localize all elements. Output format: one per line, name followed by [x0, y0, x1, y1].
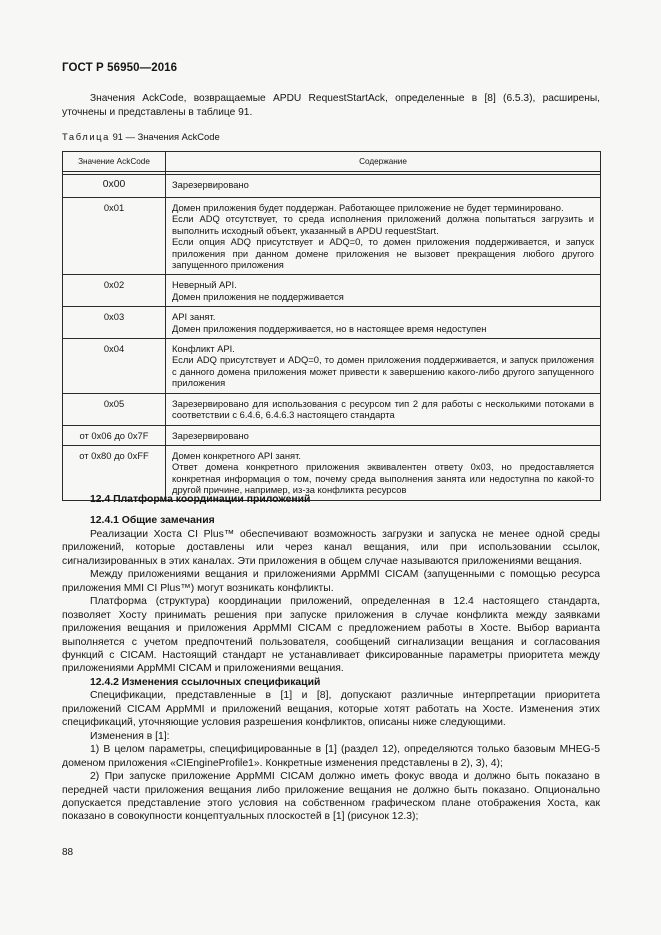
table-row [63, 425, 601, 445]
content-line: Конфликт API. [172, 343, 235, 355]
table-cell-content [166, 425, 601, 445]
content-line: Ответ домена конкретного приложения эквивалентен ответу 0x03, но предоставляется конкретная информация о том, почему среда выполнения занята или недоступна по какой-то другой причине, например, из-за конфликта ресурсов [172, 461, 594, 496]
paragraph: Между приложениями вещания и приложениями AppMMI CICAM (запущенными с помощью ресурса приложения MMI CI Plus™) могут возникать конфликты. [62, 569, 600, 594]
table-caption-rest: 91 — Значения AckCode [112, 131, 220, 142]
table-cell-code: 0x05 [63, 393, 166, 425]
paragraph: Изменения в [1]: [90, 730, 170, 742]
table-cell-content [166, 393, 601, 425]
paragraph: 2) При запуске приложение AppMMI CICAM должно иметь фокус ввода и должно быть показано в передней части приложения вещания либо приложение вещания не должно быть показано. Опционально допускается представление этого условия на собственном графическом плане отображения Хоста, как показано в совокупности концептуальных плоскостей в [1] (рисунок 12.3); [62, 771, 600, 823]
content-line: Зарезервировано [172, 179, 249, 190]
content-line: Домен приложения поддерживается, но в настоящее время недоступен [172, 322, 487, 334]
table-caption [62, 131, 220, 142]
table-row [63, 393, 601, 425]
paragraph: Реализации Хоста CI Plus™ обеспечивают возможность загрузки и запуска не менее одной среды приложений, которые доставлены или через канал вещания, или при использовании ссылок, сигнализированных в этих каналах. Эти приложения в общем случае называются приложениями вещания. [62, 528, 600, 567]
table-caption-word: Таблица [62, 131, 110, 142]
content-line: Если ADQ отсутствует, то среда исполнения приложений должна попытаться загрузить и выполнить исходный объект, указанный в APDU requestStart. [172, 213, 594, 236]
intro-paragraph [62, 92, 600, 119]
content-line: Домен приложения не поддерживается [172, 290, 344, 302]
page-number: 88 [62, 847, 74, 858]
table-cell-code: 0x04 [63, 339, 166, 394]
ackcode-table [62, 151, 601, 501]
table-row [63, 307, 601, 339]
content-line: Если ADQ присутствует и ADQ=0, то домен приложения поддерживается, и запуск приложения с данного домена приложения может привести к завершению какого-либо другого запущенного приложения [172, 354, 594, 389]
subsection-heading-1: 12.4.1 Общие замечания [90, 515, 215, 527]
table-cell-code: 0x01 [63, 198, 166, 275]
table-cell-code: 0x00 [63, 175, 166, 198]
table-row [63, 275, 601, 307]
table-cell-code: от 0x80 до 0xFF [63, 445, 166, 500]
table-header-code: Значение AckCode [63, 152, 166, 172]
paragraph: Платформа (структура) координации приложений, определенная в 12.4 настоящего стандарта, позволяет Хосту принимать решения при запуске приложения в случае конфликта между заявками приложения вещания и приложения AppMMI CICAM с предложением работы в Хосте. Выбор варианта выполняется с учетом предпочтений пользователя, сообщений сигнализации вещания и согласования функций с CICAM. Настоящий стандарт не устанавливает фиксированные параметры приоритета между приложениями AppMMI CICAM и приложениями вещания. [62, 596, 600, 675]
table-row [63, 445, 601, 500]
table-cell-content [166, 307, 601, 339]
table-cell-content [166, 198, 601, 275]
table-cell-content [166, 445, 601, 500]
paragraph: 1) В целом параметры, специфицированные в [1] (раздел 12), определяются только базовым MHEG-5 доменом приложения «CIEngineProfile1». Конкретные изменения представлены в 2), 3), 4); [62, 744, 600, 769]
content-line: Зарезервировано для использования с ресурсом тип 2 для работы с несколькими потоками в соответствии с 6.4.6, 6.4.6.3 настоящего стандарта [172, 397, 594, 421]
content-line: Домен конкретного API занят. [172, 449, 301, 461]
table-cell-content [166, 339, 601, 394]
table-cell-code: 0x02 [63, 275, 166, 307]
table-row [63, 198, 601, 275]
section-heading: 12.4 Платформа координации приложений [90, 494, 311, 505]
content-line: Если опция ADQ присутствует и ADQ=0, то домен приложения поддерживается, и запуск приложения при данном домене приложения не вызовет прекращения любого другого запущенного приложения [172, 236, 594, 271]
content-line: API занят. [172, 311, 216, 323]
table-row [63, 339, 601, 394]
table-cell-content [166, 275, 601, 307]
table-cell-content [166, 175, 601, 198]
table-row [63, 175, 601, 198]
document-header: ГОСТ Р 56950—2016 [62, 62, 178, 74]
intro-text: Значения AckCode, возвращаемые APDU RequestStartAck, определенные в [8] (6.5.3), расширены, уточнены и представлены в таблице 91. [62, 93, 600, 118]
section-body [62, 493, 600, 824]
content-line: Неверный API. [172, 279, 237, 291]
table-cell-code: 0x03 [63, 307, 166, 339]
table-cell-code: от 0x06 до 0x7F [63, 425, 166, 445]
paragraph: Спецификации, представленные в [1] и [8], допускают различные интерпретации приоритета приложений CICAM AppMMI и приложений вещания, которые хотят работать на Хосте. Изменения этих спецификаций, уточняющие условия разрешения конфликтов, описаны ниже следующими. [62, 690, 600, 729]
subsection-heading-2: 12.4.2 Изменения ссылочных спецификаций [90, 676, 321, 688]
content-line: Домен приложения будет поддержан. Работающее приложение не будет терминировано. [172, 202, 564, 213]
table-header-content: Содержание [166, 152, 601, 172]
content-line: Зарезервировано [172, 429, 249, 441]
